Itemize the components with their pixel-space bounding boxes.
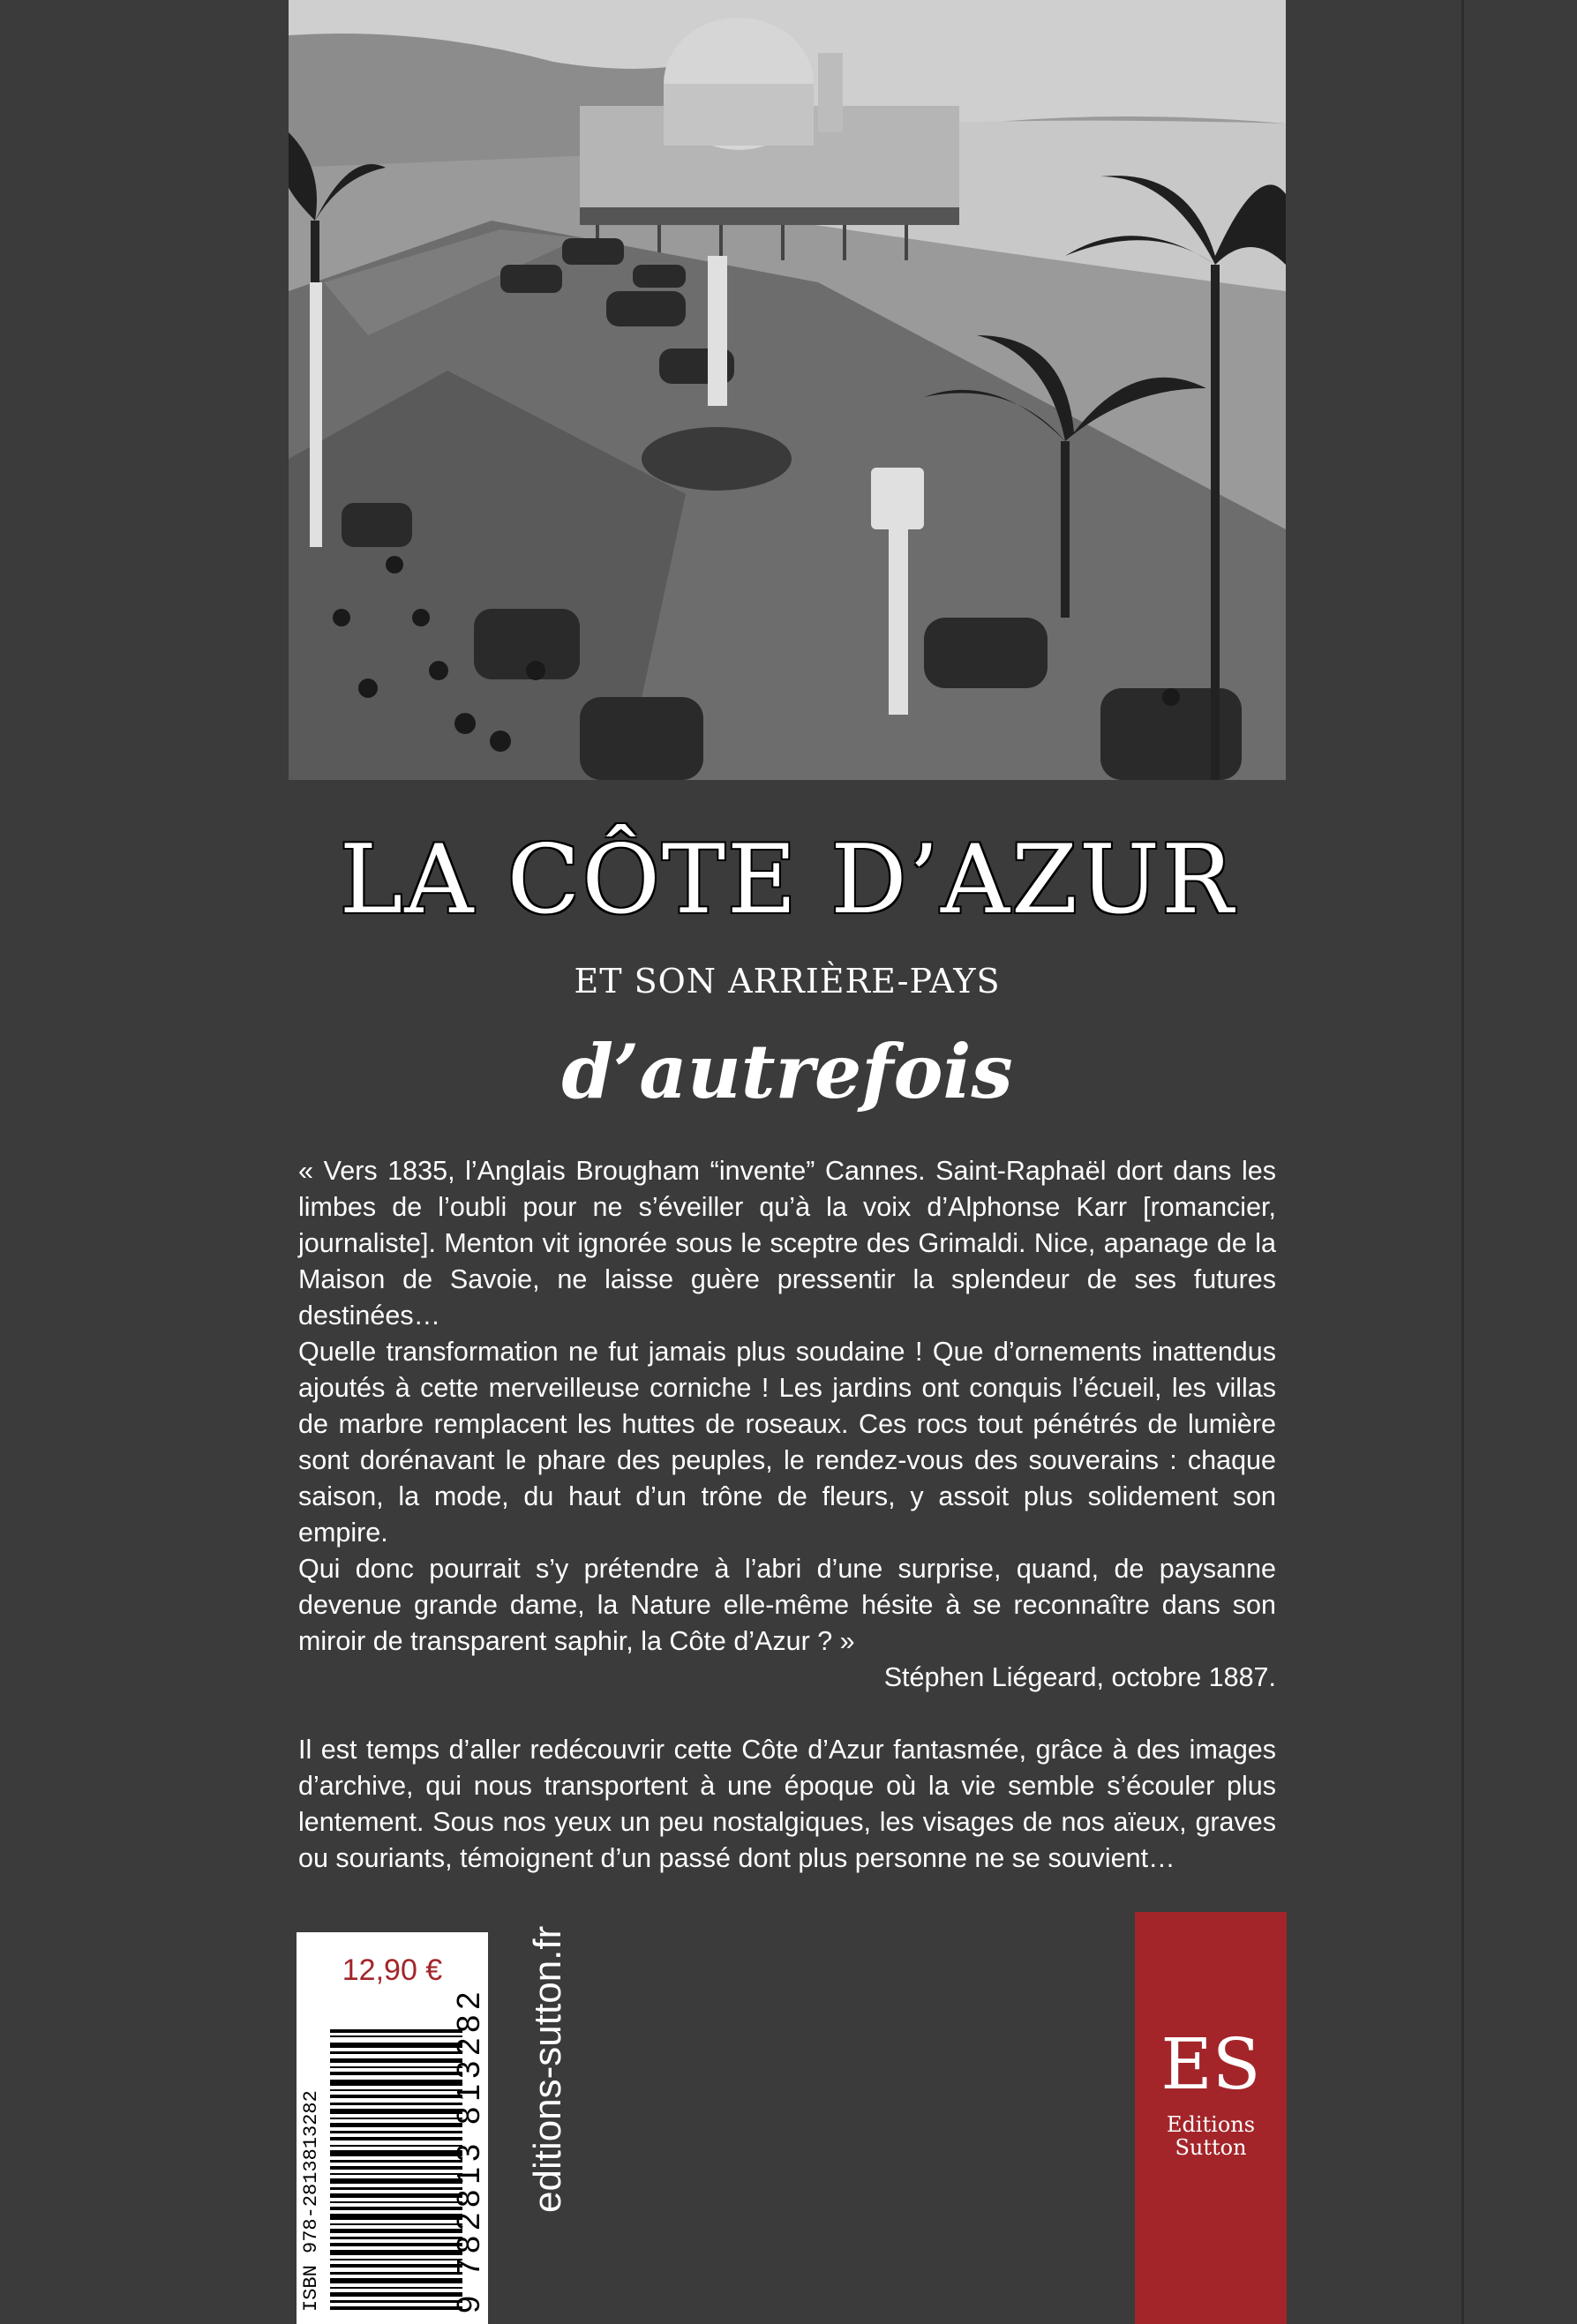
publisher-name: [1135, 2113, 1287, 2159]
back-cover-blurb: [298, 1153, 1276, 1877]
archive-photo-promenade: [289, 0, 1286, 780]
price-label: 12,90 €: [342, 1953, 443, 1987]
publisher-website: editions-sutton.fr: [526, 1925, 569, 2213]
isbn-label: ISBN 978-2813813282: [300, 2090, 322, 2312]
spacer: [298, 1696, 1276, 1732]
spine-fold: [1461, 0, 1464, 2324]
book-title-italic: d’autrefois: [561, 1028, 1013, 1115]
quote-paragraph-2: Quelle transformation ne fut jamais plus soudaine ! Que d’ornements inattendus ajoutés à cette merveilleuse corniche ! Les jardins ont conquis l’écueil, les villas de marbre remplacent les huttes de roseaux. Ces rocs tout pénétrés de lumière sont dorénavant le phare des peuples, le rendez-vous des souverains : chaque saison, la mode, du haut d’un trône de fleurs, y assoit plus solidement son empire.: [298, 1337, 1276, 1548]
quote-paragraph-3: Qui donc pourrait s’y prétendre à l’abri d’une surprise, quand, de paysanne devenue grande dame, la Nature elle-même hésite à se reconnaître dans son miroir de transparent saphir, la Côte d’Azur ? »: [298, 1554, 1276, 1656]
publisher-name-line-1: Editions: [1166, 2112, 1256, 2137]
photo-illustration: [289, 0, 1286, 780]
closing-paragraph: Il est temps d’aller redécouvrir cette Côte d’Azur fantasmée, grâce à des images d’archive, qui nous transportent à une époque où la vie semble s’écouler plus lentement. Sous nos yeux un peu nostalgiques, les visages de nos aïeux, graves ou souriants, témoignent d’un passé dont plus personne ne se souvient…: [298, 1735, 1276, 1873]
publisher-logo: ES: [1160, 2023, 1261, 2105]
book-title: LA CÔTE D’AZUR: [339, 825, 1235, 935]
book-subtitle: ET SON ARRIÈRE-PAYS: [574, 962, 1001, 1001]
quote-signature: Stéphen Liégeard, octobre 1887.: [883, 1662, 1276, 1692]
quote-paragraph-1: « Vers 1835, l’Anglais Brougham “invente” Cannes. Saint-Raphaël dort dans les limbes de l’oubli pour ne s’éveiller qu’à la voix d’Alphonse Karr [romancier, journaliste]. Menton vit ignorée sous le sceptre des Grimaldi. Nice, apanage de la Maison de Savoie, ne laisse guère pressentir la splendeur de ses futures destinées…: [298, 1156, 1276, 1331]
publisher-name-line-2: Sutton: [1175, 2135, 1247, 2160]
ean-number: 9 782813 813282: [450, 1986, 486, 2313]
